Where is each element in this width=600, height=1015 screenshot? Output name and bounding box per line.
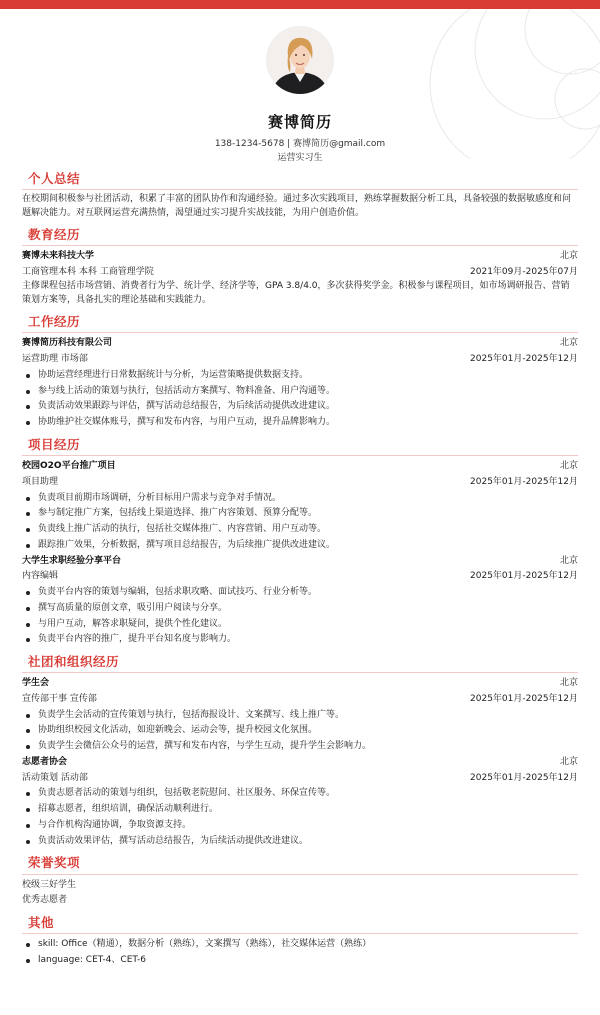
summary-text: 在校期间积极参与社团活动，积累了丰富的团队协作和沟通经验。通过多次实践项目，熟练掌握数据分析工具，具备较强的数据敏感度和问题解决能力。对互联网运营充满热情，渴望通过实习提升实战技能，为用户创造价值。	[22, 193, 572, 218]
section-title: 荣誉奖项	[22, 854, 578, 874]
education-entry	[22, 249, 578, 308]
entry-dates: 2021年09月-2025年07月	[470, 266, 578, 277]
entry-bullets	[22, 708, 578, 755]
target-role: 运营实习生	[277, 152, 323, 163]
entry-detail: 宣传部干事 宣传部	[22, 693, 97, 704]
entry-location: 北京	[559, 461, 578, 472]
candidate-name: 赛博简历	[267, 113, 332, 131]
section-title: 其他	[22, 914, 578, 934]
list-item: language: CET-4、CET-6	[22, 953, 578, 969]
entry-org: 大学生求职经验分享平台	[22, 555, 122, 566]
section-title: 教育经历	[22, 226, 578, 246]
resume-header	[0, 0, 600, 165]
list-item: 协助运营经理进行日常数据统计与分析，为运营策略提供数据支持。	[22, 368, 578, 384]
entry-bullets	[22, 368, 578, 431]
list-item: 撰写高质量的原创文章，吸引用户阅读与分享。	[22, 601, 578, 617]
resume-body	[0, 170, 600, 969]
entry-detail: 内容编辑	[22, 571, 59, 582]
avatar-icon	[266, 26, 334, 94]
list-item: 与合作机构沟通协调，争取资源支持。	[22, 818, 578, 834]
entry-detail: 活动策划 活动部	[22, 772, 88, 783]
entry-detail: 运营助理 市场部	[22, 354, 88, 365]
list-item: 与用户互动，解答求职疑问，提供个性化建议。	[22, 617, 578, 633]
list-item: 负责项目前期市场调研，分析目标用户需求与竞争对手情况。	[22, 491, 578, 507]
section-title: 个人总结	[22, 170, 578, 190]
entry-detail: 工商管理本科 本科 工商管理学院	[22, 266, 154, 277]
entry-location: 北京	[559, 250, 578, 261]
list-item: 负责平台内容的策划与编辑，包括求职攻略、面试技巧、行业分析等。	[22, 585, 578, 601]
list-item: 参与制定推广方案，包括线上渠道选择、推广内容策划、预算分配等。	[22, 506, 578, 522]
contact-info: 138-1234-5678 | 赛博简历@gmail.com	[214, 138, 386, 149]
clubs-section	[22, 653, 578, 849]
section-title: 工作经历	[22, 313, 578, 333]
project-entry	[22, 459, 578, 554]
summary-section	[22, 170, 578, 221]
entry-location: 北京	[559, 678, 578, 689]
entry-dates: 2025年01月-2025年12月	[470, 571, 578, 582]
entry-org: 校园O2O平台推广项目	[22, 461, 116, 472]
list-item: 负责活动效果评估，撰写活动总结报告，为后续活动提供改进建议。	[22, 834, 578, 850]
entry-bullets	[22, 585, 578, 648]
other-list	[22, 937, 578, 969]
list-item: 协助维护社交媒体账号，撰写和发布内容，与用户互动，提升品牌影响力。	[22, 415, 578, 431]
profile-photo	[266, 26, 334, 94]
honor-item: 优秀志愿者	[22, 895, 68, 906]
list-item: 负责活动效果跟踪与评估，撰写活动总结报告，为后续活动提供改进建议。	[22, 399, 578, 415]
list-item: 负责平台内容的推广，提升平台知名度与影响力。	[22, 632, 578, 648]
list-item: 跟踪推广效果，分析数据，撰写项目总结报告，为后续推广提供改进建议。	[22, 538, 578, 554]
list-item: 负责学生会微信公众号的运营，撰写和发布内容，与学生互动，提升学生会影响力。	[22, 739, 578, 755]
list-item: 协助组织校园文化活动，如迎新晚会、运动会等，提升校园文化氛围。	[22, 723, 578, 739]
list-item: 负责线上推广活动的执行，包括社交媒体推广、内容营销、用户互动等。	[22, 522, 578, 538]
entry-location: 北京	[559, 756, 578, 767]
entry-dates: 2025年01月-2025年12月	[470, 693, 578, 704]
entry-org: 学生会	[22, 678, 50, 689]
education-section	[22, 226, 578, 309]
project-entry	[22, 554, 578, 649]
list-item: skill: Office（精通），数据分析（熟练），文案撰写（熟练），社交媒体运营（熟练）	[22, 937, 578, 953]
section-title: 社团和组织经历	[22, 653, 578, 673]
entry-dates: 2025年01月-2025年12月	[470, 772, 578, 783]
other-section	[22, 914, 578, 969]
entry-detail: 项目助理	[22, 476, 59, 487]
club-entry	[22, 755, 578, 850]
work-section	[22, 313, 578, 431]
entry-dates: 2025年01月-2025年12月	[470, 476, 578, 487]
entry-org: 赛博简历科技有限公司	[22, 338, 113, 349]
club-entry	[22, 676, 578, 755]
honor-item: 校级三好学生	[22, 879, 77, 890]
list-item: 负责志愿者活动的策划与组织，包括敬老院慰问、社区服务、环保宣传等。	[22, 786, 578, 802]
entry-org: 志愿者协会	[22, 756, 68, 767]
list-item: 招募志愿者，组织培训，确保活动顺利进行。	[22, 802, 578, 818]
entry-bullets	[22, 491, 578, 554]
entry-dates: 2025年01月-2025年12月	[470, 354, 578, 365]
entry-bullets	[22, 786, 578, 849]
list-item: 参与线上活动的策划与执行，包括活动方案撰写、物料准备、用户沟通等。	[22, 384, 578, 400]
entry-org: 赛博未来科技大学	[22, 250, 95, 261]
entry-description: 主修课程包括市场营销、消费者行为学、统计学、经济学等，GPA 3.8/4.0，多次获得奖学金。积极参与课程项目，如市场调研报告、营销策划方案等，具备扎实的理论基础和实践能力。	[22, 281, 570, 306]
section-title: 项目经历	[22, 436, 578, 456]
list-item: 负责学生会活动的宣传策划与执行，包括海报设计、文案撰写、线上推广等。	[22, 708, 578, 724]
projects-section	[22, 436, 578, 648]
entry-location: 北京	[559, 338, 578, 349]
honors-section	[22, 854, 578, 909]
entry-location: 北京	[559, 555, 578, 566]
work-entry	[22, 336, 578, 431]
